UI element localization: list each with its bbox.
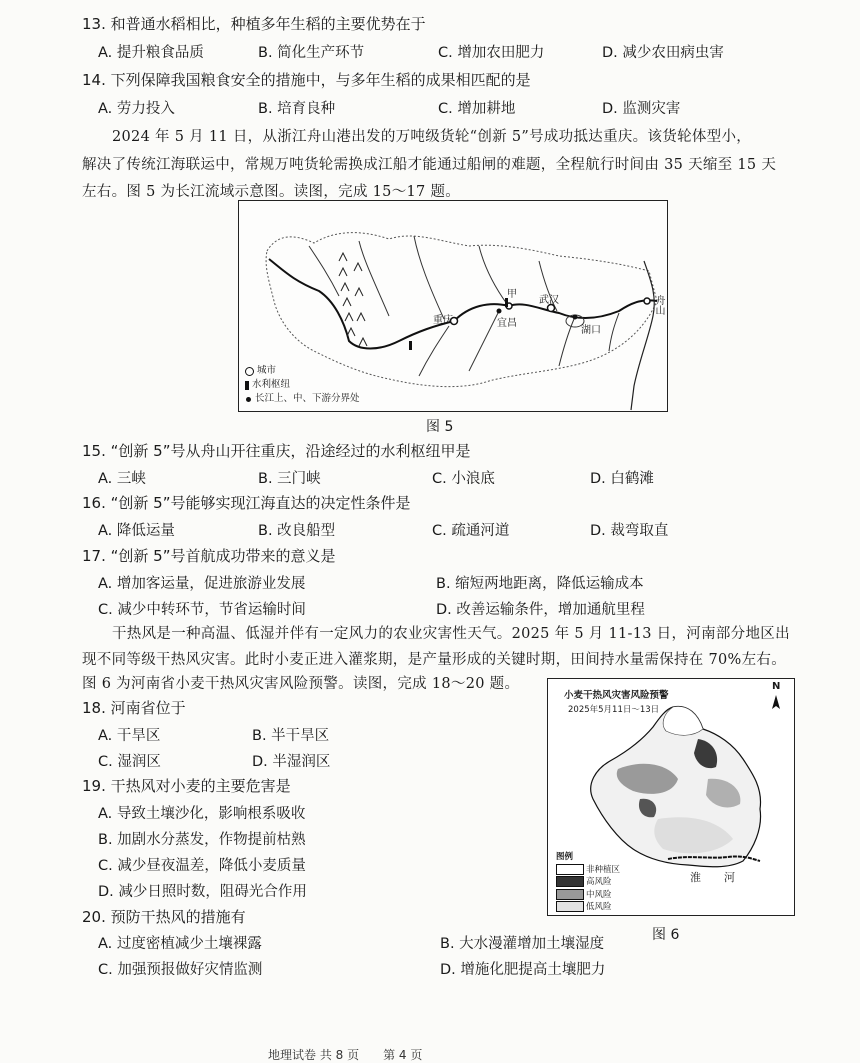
legend-boundary-label: 长江上、中、下游分界处	[255, 393, 360, 404]
q16-option-c: C. 疏通河道	[432, 523, 510, 539]
q20-option-b: B. 大水漫灌增加土壤湿度	[440, 936, 605, 952]
q16-option-d: D. 裁弯取直	[590, 523, 669, 539]
dam-marker-2	[409, 341, 412, 350]
legend-medium-risk: 中风险	[586, 889, 612, 900]
city-legend-icon	[245, 367, 254, 376]
label-hukou: 湖口	[581, 325, 601, 336]
q13-option-a: A. 提升粮食品质	[98, 45, 204, 61]
high-risk-swatch	[556, 876, 584, 887]
q16-option-a: A. 降低运量	[98, 523, 175, 539]
passage1-line2: 解决了传统江海联运中，常规万吨货轮需换成江船才能通过船闸的难题，全程航行时间由 35 天缩至 15 天	[82, 157, 777, 173]
fig6-legend	[556, 851, 620, 914]
passage1-line1: 2024 年 5 月 11 日，从浙江舟山港出发的万吨级货轮“创新 5”号成功抵达重庆。该货轮体型小，	[112, 129, 752, 145]
label-he: 河	[724, 871, 735, 884]
legend-title: 图例	[556, 852, 574, 862]
q17-option-a: A. 增加客运量，促进旅游业发展	[98, 576, 306, 592]
legend-city-label: 城市	[257, 365, 277, 376]
q19-option-b: B. 加剧水分蒸发，作物提前枯熟	[98, 832, 306, 848]
q15-option-b: B. 三门峡	[258, 471, 321, 487]
legend-high-risk: 高风险	[586, 877, 612, 887]
q15-stem: 15. “创新 5”号从舟山开往重庆，沿途经过的水利枢纽甲是	[82, 442, 471, 460]
q19-stem: 19. 干热风对小麦的主要危害是	[82, 777, 291, 795]
q14-stem: 14. 下列保障我国粮食安全的措施中，与多年生稻的成果相匹配的是	[82, 71, 531, 89]
passage2-line1: 干热风是一种高温、低湿并伴有一定风力的农业灾害性天气。2025 年 5 月 11-13 日，河南部分地区出	[112, 626, 790, 642]
q14-option-c: C. 增加耕地	[438, 101, 516, 117]
legend-low-risk: 低风险	[586, 902, 612, 912]
q15-option-d: D. 白鹤滩	[590, 471, 654, 487]
north-arrow-icon: N	[772, 681, 781, 692]
q15-option-c: C. 小浪底	[432, 471, 495, 487]
q18-option-a: A. 干旱区	[98, 728, 161, 744]
fig6-date: 2025年5月11日～13日	[568, 705, 660, 715]
passage1-line3: 左右。图 5 为长江流域示意图。读图，完成 15～17 题。	[82, 184, 461, 200]
q18-option-b: B. 半干旱区	[252, 728, 330, 744]
q20-option-d: D. 增施化肥提高土壤肥力	[440, 962, 606, 978]
q13-option-d: D. 减少农田病虫害	[602, 45, 724, 61]
passage2-line2: 现不同等级干热风灾害。此时小麦正进入灌浆期，是产量形成的关键时期，田间持水量需保持在 70%左右。	[82, 652, 787, 668]
q14-option-b: B. 培育良种	[258, 101, 336, 117]
middle-lower-boundary-dot	[573, 315, 578, 320]
dam-legend-icon	[245, 381, 249, 390]
q20-option-c: C. 加强预报做好灾情监测	[98, 962, 263, 978]
label-jia: 甲	[507, 289, 517, 300]
q13-stem: 13. 和普通水稻相比，种植多年生稻的主要优势在于	[82, 15, 426, 33]
medium-risk-swatch	[556, 889, 584, 900]
fig5-caption: 图 5	[426, 419, 454, 435]
passage2-line3: 图 6 为河南省小麦干热风灾害风险预警。读图，完成 18～20 题。	[82, 676, 520, 692]
q16-stem: 16. “创新 5”号能够实现江海直达的决定性条件是	[82, 494, 411, 512]
q17-option-c: C. 减少中转环节，节省运输时间	[98, 602, 306, 618]
label-zhoushan: 舟山	[653, 295, 664, 315]
q14-option-a: A. 劳力投入	[98, 101, 175, 117]
q17-option-d: D. 改善运输条件，增加通航里程	[436, 602, 645, 618]
q18-option-c: C. 湿润区	[98, 754, 161, 770]
legend-non-planting: 非种植区	[586, 864, 621, 875]
boundary-legend-icon	[246, 397, 251, 402]
q13-option-b: B. 简化生产环节	[258, 45, 365, 61]
low-risk-swatch	[556, 901, 584, 912]
q18-stem: 18. 河南省位于	[82, 699, 186, 717]
q18-option-d: D. 半湿润区	[252, 754, 331, 770]
non-planting-swatch	[556, 864, 584, 875]
q15-option-a: A. 三峡	[98, 471, 146, 487]
zhoushan-city-marker	[644, 298, 650, 304]
fig6-caption: 图 6	[652, 927, 680, 943]
q19-option-d: D. 减少日照时数，阻碍光合作用	[98, 884, 307, 900]
yangtze-basin-map	[238, 200, 668, 412]
label-chongqing: 重庆	[433, 315, 453, 326]
upper-middle-boundary-dot	[497, 309, 502, 314]
q19-option-c: C. 减少昼夜温差，降低小麦质量	[98, 858, 306, 874]
q16-option-b: B. 改良船型	[258, 523, 336, 539]
legend-dam-label: 水利枢纽	[252, 379, 291, 390]
q17-stem: 17. “创新 5”号首航成功带来的意义是	[82, 547, 336, 565]
q20-option-a: A. 过度密植减少土壤裸露	[98, 936, 262, 952]
q20-stem: 20. 预防干热风的措施有	[82, 908, 246, 926]
henan-risk-map	[547, 678, 795, 916]
label-wuhan: 武汉	[539, 295, 559, 306]
q17-option-b: B. 缩短两地距离，降低运输成本	[436, 576, 644, 592]
q14-option-d: D. 监测灾害	[602, 101, 681, 117]
label-yichang: 宜昌	[497, 318, 517, 329]
q19-option-a: A. 导致土壤沙化，影响根系吸收	[98, 806, 306, 822]
label-huai: 淮	[690, 871, 701, 884]
fig5-legend	[245, 364, 360, 406]
page-footer: 地理试卷 共 8 页 第 4 页	[268, 1048, 423, 1062]
q13-option-c: C. 增加农田肥力	[438, 45, 545, 61]
fig6-title: 小麦干热风灾害风险预警	[564, 690, 669, 701]
